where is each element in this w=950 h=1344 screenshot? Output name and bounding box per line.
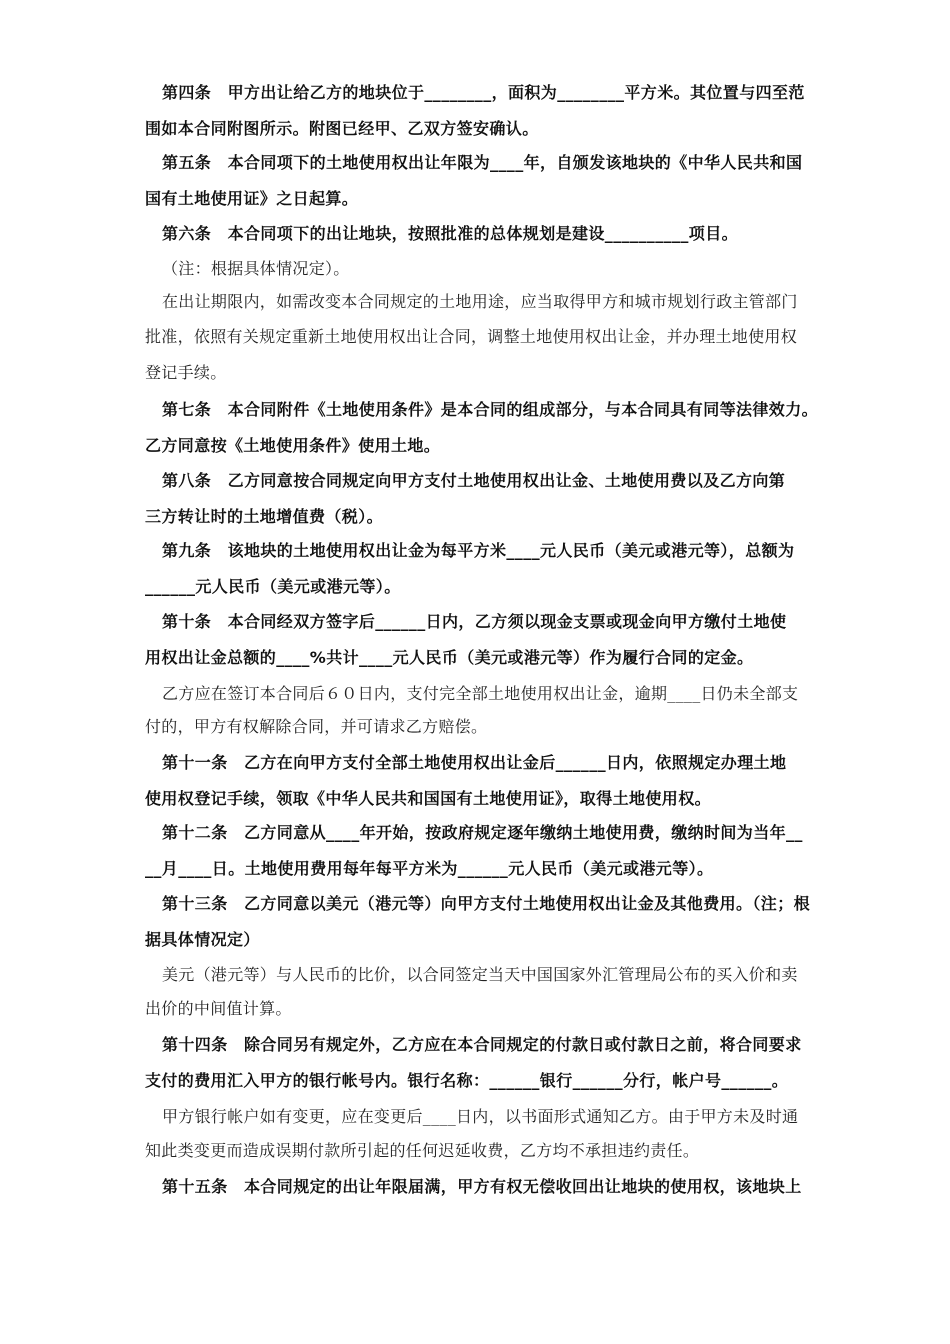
article-14-body-line-2: 知此类变更而造成误期付款所引起的任何迟延收费，乙方均不承担违约责任。 [145,1141,700,1160]
article-10-body-line-2: 付的，甲方有权解除合同，并可请求乙方赔偿。 [145,717,488,736]
article-11-line-2: 使用权登记手续，领取《中华人民共和国国有土地使用证》，取得土地使用权。 [145,789,712,808]
article-6-body-line-3: 登记手续。 [145,363,227,382]
article-11-line-1: 第十一条 乙方在向甲方支付全部土地使用权出让金后______日内，依照规定办理土地 [162,753,787,772]
article-10-body-line-1: 乙方应在签订本合同后６０日内，支付完全部土地使用权出让金，逾期____日仍未全部支 [162,684,799,703]
article-8-line-1: 第八条 乙方同意按合同规定向甲方支付土地使用权出让金、土地使用费以及乙方向第 [162,471,786,490]
article-5-line-1: 第五条 本合同项下的土地使用权出让年限为____年，自颁发该地块的《中华人民共和国 [162,153,803,172]
article-7-line-2: 乙方同意按《土地使用条件》使用土地。 [145,436,441,455]
article-5-line-2: 国有土地使用证》之日起算。 [145,189,359,208]
article-9-line-1: 第九条 该地块的土地使用权出让金为每平方米____元人民币（美元或港元等），总额为 [162,541,795,560]
article-4-line-1: 第四条 甲方出让给乙方的地块位于________，面积为________平方米。其位置与四至范 [162,83,805,102]
article-15-line-1: 第十五条 本合同规定的出让年限届满，甲方有权无偿收回出让地块的使用权，该地块上 [162,1177,802,1196]
article-14-body-line-1: 甲方银行帐户如有变更，应在变更后____日内，以书面形式通知乙方。由于甲方未及时通 [162,1107,799,1126]
article-6-body-line-2: 批准，依照有关规定重新土地使用权出让合同，调整土地使用权出让金，并办理土地使用权 [145,327,798,346]
article-13-body-line-1: 美元（港元等）与人民币的比价，以合同签定当天中国国家外汇管理局公布的买入价和卖 [162,965,798,984]
article-14-line-1: 第十四条 除合同另有规定外，乙方应在本合同规定的付款日或付款日之前，将合同要求 [162,1035,802,1054]
article-6-note: （注：根据具体情况定）。 [162,259,350,278]
article-8-line-2: 三方转让时的土地增值费（税）。 [145,507,384,526]
article-13-line-1: 第十三条 乙方同意以美元（港元等）向甲方支付土地使用权出让金及其他费用。（注；根 [162,894,811,913]
article-6-line-1: 第六条 本合同项下的出让地块，按照批准的总体规划是建设__________项目。 [162,224,739,243]
article-12-line-2: __月____日。土地使用费用每年每平方米为______元人民币（美元或港元等）。 [145,859,714,878]
article-10-line-1: 第十条 本合同经双方签字后______日内，乙方须以现金支票或现金向甲方缴付土地使 [162,612,787,631]
article-6-body-line-1: 在出让期限内，如需改变本合同规定的土地用途，应当取得甲方和城市规划行政主管部门 [162,292,798,311]
article-4-line-2: 围如本合同附图所示。附图已经甲、乙双方签安确认。 [145,119,539,138]
article-13-line-2: 据具体情况定） [145,930,260,949]
article-14-line-2: 支付的费用汇入甲方的银行帐号内。银行名称：______银行______分行，帐户号______。 [145,1071,789,1090]
article-7-line-1: 第七条 本合同附件《土地使用条件》是本合同的组成部分，与本合同具有同等法律效力。 [162,400,819,419]
article-9-line-2: ______元人民币（美元或港元等）。 [145,577,401,596]
article-13-body-line-2: 出价的中间值计算。 [145,999,292,1018]
article-10-line-2: 用权出让金总额的____%共计____元人民币（美元或港元等）作为履行合同的定金。 [145,648,754,667]
article-12-line-1: 第十二条 乙方同意从____年开始，按政府规定逐年缴纳土地使用费，缴纳时间为当年__ [162,823,803,842]
